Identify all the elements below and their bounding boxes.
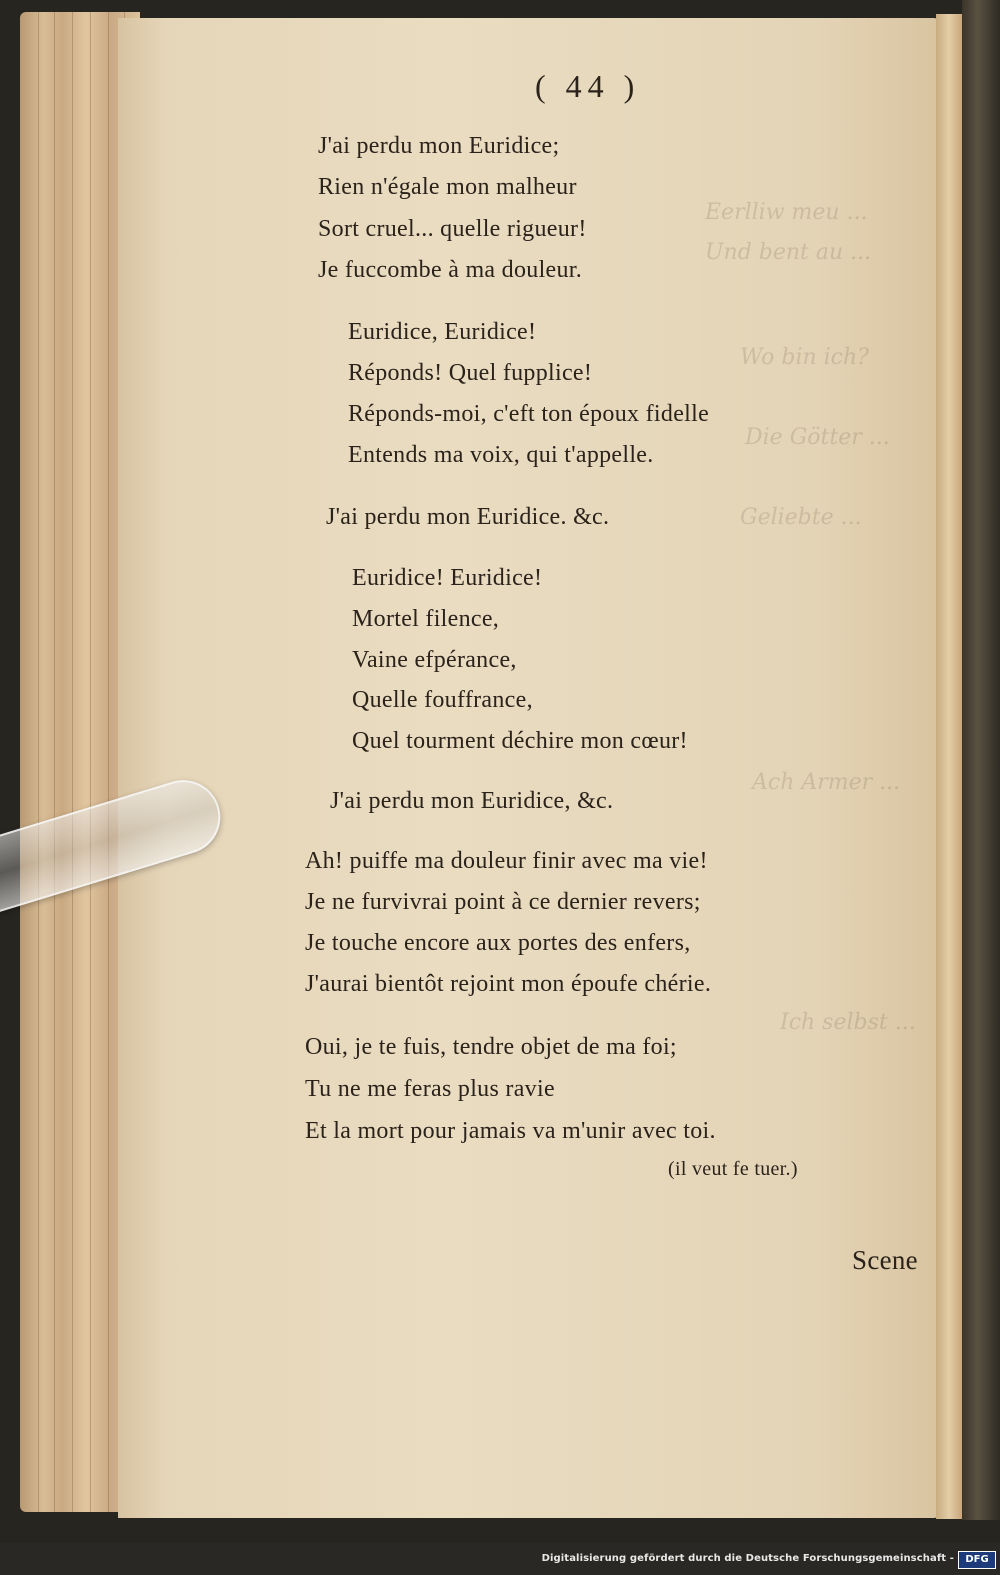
- verse-line: Réponds-moi, c'eft ton époux fidelle: [348, 401, 710, 427]
- catchword: Scene: [852, 1245, 918, 1275]
- verse-line: Rien n'égale mon malheur: [318, 174, 577, 200]
- verse-line: Sort cruel... quelle rigueur!: [318, 216, 587, 242]
- dfg-logo: DFG: [958, 1551, 996, 1569]
- verse-line: Tu ne me feras plus ravie: [305, 1076, 555, 1102]
- verse-line: Quel tourment déchire mon cœur!: [352, 728, 688, 754]
- funding-credit: Digitalisierung gefördert durch die Deutsche Forschungsgemeinschaft -: [541, 1553, 954, 1564]
- page-right-edge: [936, 14, 962, 1519]
- refrain-line: J'ai perdu mon Euridice, &c.: [330, 788, 614, 814]
- refrain-line: J'ai perdu mon Euridice. &c.: [326, 504, 610, 530]
- verse-line: Entends ma voix, qui t'appelle.: [348, 442, 654, 468]
- verse-line: Euridice, Euridice!: [348, 319, 537, 345]
- verse-line: Ah! puiffe ma douleur finir avec ma vie!: [305, 848, 708, 874]
- scan-image: Eerlliw meu ... Und bent au ... Wo bin ich? Die Götter ... Geliebte ... Ach Armer ... Ich selbst ... ( 44 ) J'ai perdu mon Euridice; Rien n'égale mon malheur Sort cruel... quelle rigueur! Je fuccombe à ma douleur. Euridice, Euridice! Réponds! Quel fupplice! Réponds-moi, c'eft ton époux fidelle Entends ma voix, qui t'appelle. J'ai perdu mon Euridice. &c. Euridice! Euridice! Mortel filence, Vaine efpérance, Quelle fouffrance, Quel tourment déchire mon cœur! J'ai perdu mon Euridice, &c. Ah! puiffe ma douleur finir avec ma vie! Je ne furvivrai point à ce dernier revers; Je touche encore aux portes des enfers, J'aurai bientôt rejoint mon époufe chérie. Oui, je te fuis, tendre objet de ma foi; Tu ne me feras plus ravie Et la mort pour jamais va m'unir avec toi. (il veut fe tuer.) Scene Digitalisierung gefördert durch die Deutsche Forschungsgemeinschaft - DFG: [0, 0, 1000, 1575]
- verse-line: Oui, je te fuis, tendre objet de ma foi;: [305, 1034, 677, 1060]
- verse-line: J'ai perdu mon Euridice;: [318, 133, 560, 159]
- verse-line: Je touche encore aux portes des enfers,: [305, 930, 691, 956]
- verse-line: Mortel filence,: [352, 606, 500, 632]
- page-number: ( 44 ): [535, 68, 641, 104]
- book-cover-edge: [962, 0, 1000, 1520]
- verse-line: J'aurai bientôt rejoint mon époufe chérie.: [305, 971, 712, 997]
- verse-line: Euridice! Euridice!: [352, 565, 543, 591]
- verse-line: Je fuccombe à ma douleur.: [318, 257, 583, 283]
- stage-direction: (il veut fe tuer.): [668, 1158, 798, 1180]
- verse-line: Quelle fouffrance,: [352, 687, 533, 713]
- verse-line: Je ne furvivrai point à ce dernier revers;: [305, 889, 701, 915]
- verse-line: Et la mort pour jamais va m'unir avec toi.: [305, 1118, 716, 1144]
- verse-line: Vaine efpérance,: [352, 647, 517, 673]
- verse-line: Réponds! Quel fupplice!: [348, 360, 593, 386]
